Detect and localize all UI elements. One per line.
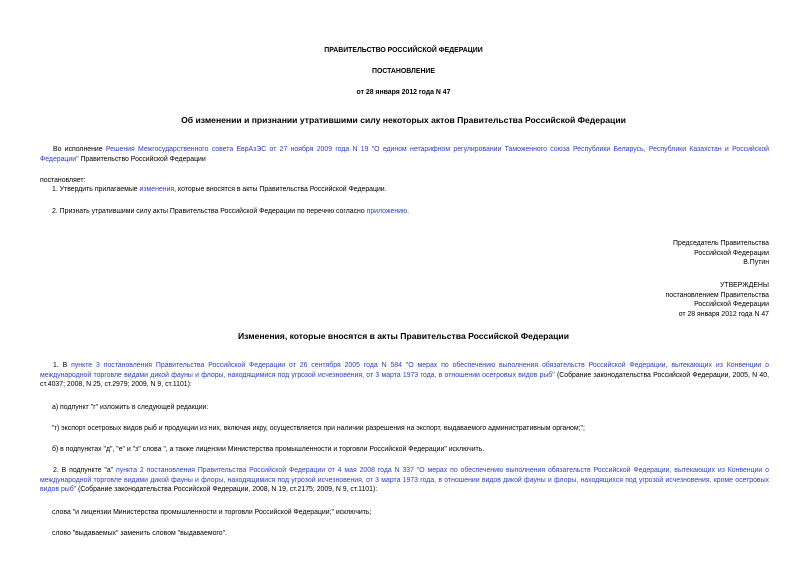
- item-2-text-2: .: [407, 208, 410, 215]
- quote-g: "г) экспорт осетровых видов рыб и продукции из них, включая икру, осуществляется при наличии разрешения на экспорт, выдаваемого административным органом;";: [52, 425, 585, 432]
- item-2-link[interactable]: приложению: [366, 208, 408, 215]
- item-1-text-1: 1. Утвердить прилагаемые: [52, 186, 140, 193]
- item-1: [52, 185, 387, 195]
- changes-title: Изменения, которые вносятся в акты Правительства Российской Федерации: [237, 331, 569, 341]
- sub-item-b: б) в подпунктах "д", "е" и "з" слова ", а также лицензии Министерства промышленности и торговли Российской Федерации" исключить.: [52, 446, 485, 453]
- document-title: Об изменении и признании утратившими силу некоторых актов Правительства Российской Федерации: [181, 115, 626, 125]
- change-1-paragraph: [40, 361, 769, 390]
- item-1-link[interactable]: изменения: [139, 186, 175, 193]
- item-2-text-1: 2. Признать утратившими силу акты Правительства Российской Федерации по перечню согласно: [52, 208, 367, 215]
- preamble-paragraph: [40, 145, 769, 164]
- date-number-heading: от 28 января 2012 года N 47: [356, 89, 451, 96]
- change-2-paragraph: [40, 466, 769, 495]
- signature-block: [673, 239, 769, 268]
- preamble-link[interactable]: Решения Межгосударственного совета ЕврАзЭС от 27 ноября 2009 года N 19 "О едином нетарифном регулировании Таможенного союза Республики Беларусь, Республики Казахстан и Российской Федерации": [40, 146, 769, 163]
- change-2-text-1: 2. В подпункте "а": [53, 467, 117, 474]
- signature-country: Российской Федерации: [694, 249, 769, 257]
- signature-position: Председатель Правительства: [673, 240, 769, 247]
- resolves-text: постановляет:: [40, 177, 86, 184]
- sub-item-a: а) подпункт "г" изложить в следующей редакции:: [52, 404, 209, 411]
- change-1-text-2: (Собрание законодательства Российской Федерации, 2005, N 40, ст.4037; 2008, N 25, ст.2979; 2009, N 9, ст.1101):: [40, 371, 769, 388]
- signature-name: В.Путин: [743, 259, 769, 266]
- item-2: [52, 207, 409, 217]
- change-1-text-1: 1. В: [53, 362, 72, 369]
- change-1-link[interactable]: пункте 3 постановления Правительства Российской Федерации от 26 сентября 2005 года N 584 "О мерах по обеспечению выполнения обязательств Российской Федерации, вытекающих из Конвенции о международной торговле видами дикой фауны и флоры, находящимися под угрозой исчезновения, от 3 марта 1973 года, в отношении осетровых видов рыб": [40, 362, 770, 379]
- words-line-1: слова "и лицензии Министерства промышленности и торговли Российской Федерации;" исключить;: [52, 509, 372, 516]
- preamble-text-1: Во исполнение: [53, 146, 106, 153]
- approval-stamp: [666, 281, 770, 319]
- approval-line-3: Российской Федерации: [694, 301, 769, 308]
- change-2-link[interactable]: пункта 2 постановления Правительства Российской Федерации от 4 мая 2008 года N 337 "О мерах по обеспечению выполнения обязательств Российской Федерации, вытекающих из Конвенции о международной торговле видами дикой фауны и флоры, находящимися под угрозой исчезновения, от 3 марта 1973 года, в отношении видов дикой фауны и флоры, находящихся под угрозой исчезновения, кроме осетровых видов рыб": [40, 467, 769, 493]
- item-1-text-2: , которые вносятся в акты Правительства Российской Федерации.: [174, 186, 387, 193]
- government-heading: ПРАВИТЕЛЬСТВО РОССИЙСКОЙ ФЕДЕРАЦИИ: [324, 47, 483, 54]
- preamble-text-2: Правительство Российской Федерации: [78, 155, 206, 163]
- approval-title: УТВЕРЖДЕНЫ: [720, 282, 769, 289]
- approval-line-4: от 28 января 2012 года N 47: [678, 310, 769, 318]
- change-2-text-2: (Собрание законодательства Российской Федерации, 2008, N 19, ст.2175; 2009, N 9, ст.1101):: [76, 486, 378, 493]
- words-line-2: слово "выдаваемых" заменить словом "выдаваемого".: [52, 530, 227, 537]
- approval-line-2: постановлением Правительства: [665, 291, 769, 299]
- doc-type-heading: ПОСТАНОВЛЕНИЕ: [372, 68, 435, 75]
